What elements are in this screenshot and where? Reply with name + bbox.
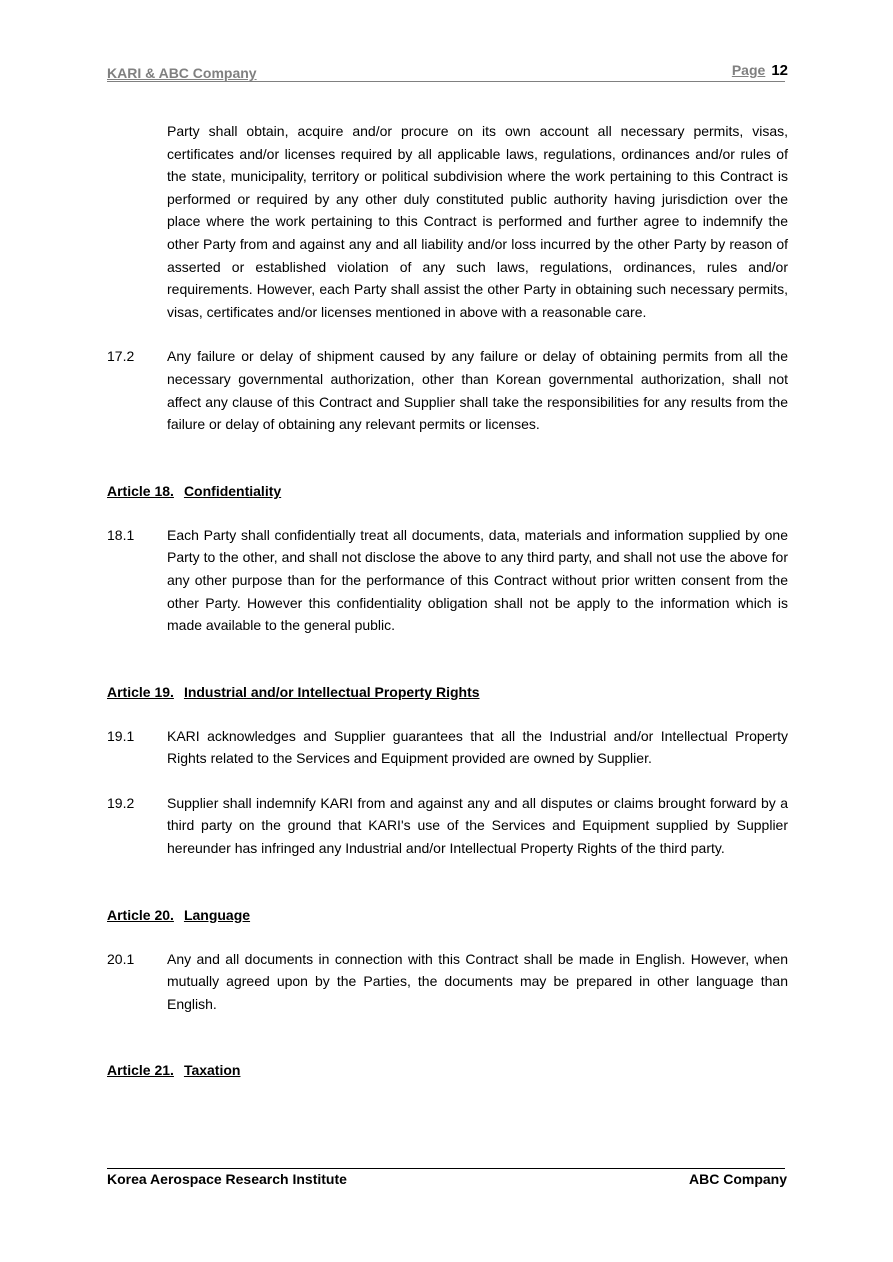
article-number: Article 20. xyxy=(107,906,174,923)
article-21-heading xyxy=(107,1059,788,1081)
document-body xyxy=(107,120,788,1081)
clause-number: 17.2 xyxy=(107,348,135,365)
footer-left: Korea Aerospace Research Institute xyxy=(107,1171,347,1187)
article-number: Article 18. xyxy=(107,482,174,499)
article-number: Article 19. xyxy=(107,683,174,700)
clause-20-1 xyxy=(107,948,788,1016)
clause-number: 19.2 xyxy=(107,794,135,811)
clause-18-1 xyxy=(107,524,788,637)
article-title: Industrial and/or Intellectual Property Rights xyxy=(183,683,480,700)
page-label: Page xyxy=(731,62,766,78)
clause-19-1 xyxy=(107,725,788,770)
clause-text: Supplier shall indemnify KARI from and against any and all disputes or claims brought forward by a third party on the ground that KARI's use of the Services and Equipment supplied by Supplier hereunder has infringed any Industrial and/or Intellectual Property Rights of the third party. xyxy=(167,794,788,857)
article-19-heading xyxy=(107,681,788,703)
clause-text: Any and all documents in connection with this Contract shall be made in English. However, when mutually agreed upon by the Parties, the documents may be prepared in other language than English. xyxy=(167,950,788,1012)
page-number: 12 xyxy=(771,62,788,79)
article-20-heading xyxy=(107,904,788,926)
footer-right: ABC Company xyxy=(688,1171,787,1187)
continuation-paragraph: Party shall obtain, acquire and/or procure on its own account all necessary permits, visas, certificates and/or licenses required by all applicable laws, regulations, ordinances and/or rules of the state, municipality, territory or political subdivision where the work pertaining to this Contract is performed or required by any other duly constituted public authority having jurisdiction over the place where the work pertaining to this Contract is performed and further agree to indemnify the other Party from and against any and all liability and/or loss incurred by the other Party by reason of asserted or established violation of any such laws, regulations, ordinances, rules and/or requirements. However, each Party shall assist the other Party in obtaining such necessary permits, visas, certificates and/or licenses mentioned in above with a reasonable care. xyxy=(167,123,788,320)
article-title: Language xyxy=(183,906,251,923)
article-title: Confidentiality xyxy=(183,482,282,499)
page-indicator xyxy=(732,62,788,79)
clause-17-2 xyxy=(107,345,788,435)
article-number: Article 21. xyxy=(107,1062,174,1079)
page-header xyxy=(107,62,788,82)
clause-text: Each Party shall confidentially treat all documents, data, materials and information supplied by one Party to the other, and shall not disclose the above to any third party, and shall not use the above for any other purpose than for the performance of this Contract without prior written consent from the other Party. However this confidentiality obligation shall not be apply to the information which is made available to the general public. xyxy=(167,526,788,634)
header-title: KARI & ABC Company xyxy=(107,65,257,81)
clause-19-2 xyxy=(107,792,788,860)
clause-number: 20.1 xyxy=(107,950,135,967)
clause-text: Any failure or delay of shipment caused by any failure or delay of obtaining permits from all the necessary governmental authorization, other than Korean governmental authorization, shall not affect any clause of this Contract and Supplier shall take the responsibilities for any results from the failure or delay of obtaining any relevant permits or licenses. xyxy=(167,348,788,433)
clause-number: 18.1 xyxy=(107,526,135,543)
clause-text: KARI acknowledges and Supplier guarantees that all the Industrial and/or Intellectual Property Rights related to the Services and Equipment provided are owned by Supplier. xyxy=(167,727,788,767)
article-18-heading xyxy=(107,480,788,502)
article-title: Taxation xyxy=(183,1062,241,1079)
page-footer xyxy=(107,1168,787,1187)
clause-number: 19.1 xyxy=(107,727,135,744)
